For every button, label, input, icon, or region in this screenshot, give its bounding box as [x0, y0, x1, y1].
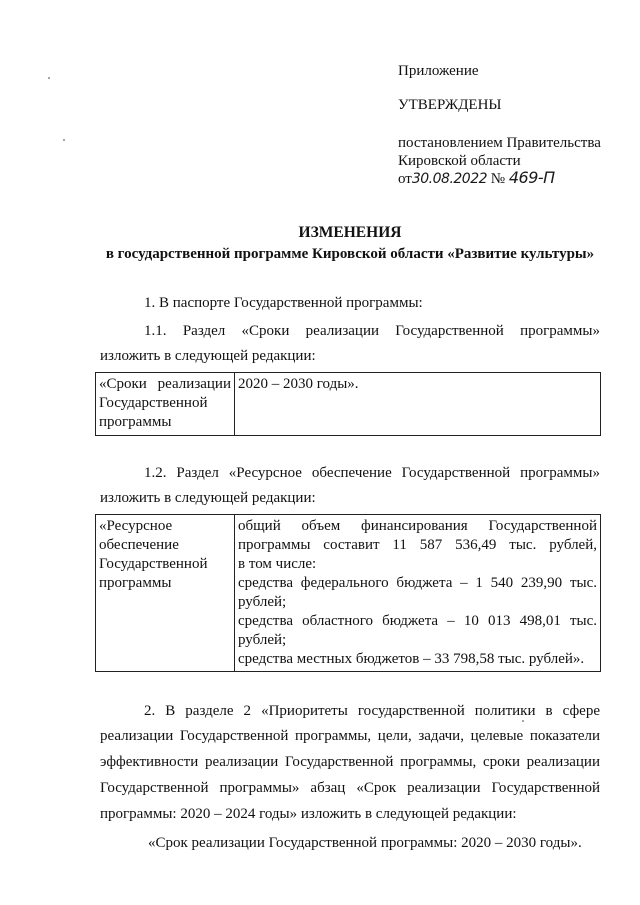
approved-label: УТВЕРЖДЕНЫ	[398, 97, 502, 113]
scan-speck	[522, 720, 524, 722]
decree-line-1: постановлением Правительства	[398, 135, 601, 151]
table-row	[96, 515, 601, 672]
section-1-2-line-1: 1.2. Раздел «Ресурсное обеспечение Государственной программы»	[144, 465, 600, 481]
table-cell-line: Государственной	[99, 556, 208, 572]
table-cell-line: 2020 – 2030 годы».	[238, 376, 359, 392]
table-resources-value-cell	[235, 515, 601, 672]
table-cell-line: в том числе:	[238, 556, 317, 572]
table-cell-line: обеспечение	[99, 537, 179, 553]
table-cell-line: программы	[99, 414, 172, 430]
table-resources-label-cell	[96, 515, 235, 672]
handwritten-number: 469-П	[508, 168, 555, 187]
scan-speck	[63, 139, 65, 141]
table-cell-line: рублей;	[238, 594, 287, 610]
table-cell-line: средства областного бюджета – 10 013 498,01 тыс.	[238, 613, 597, 629]
table-cell-line: «Сроки реализации	[99, 376, 231, 392]
section-2-line-5: программы: 2020 – 2024 годы» изложить в следующей редакции:	[100, 806, 517, 822]
table-resources	[95, 514, 601, 672]
document-subtitle: в государственной программе Кировской области «Развитие культуры»	[105, 246, 595, 262]
section-1-1-line-2: изложить в следующей редакции:	[100, 348, 316, 364]
decree-line-2: Кировской области	[398, 153, 521, 169]
section-2-line-1: 2. В разделе 2 «Приоритеты государственной политики в сфере	[144, 703, 600, 719]
table-cell-line: общий объем финансирования Государственной	[238, 518, 597, 534]
table-terms-label-cell	[96, 373, 235, 436]
table-cell-line: Государственной	[99, 395, 208, 411]
scan-speck	[48, 77, 50, 79]
handwritten-date: 30.08.2022	[411, 171, 488, 187]
table-cell-line: рублей;	[238, 632, 287, 648]
section-2-quote: «Срок реализации Государственной программы: 2020 – 2030 годы».	[148, 835, 582, 851]
section-2-line-3: эффективности реализации Государственной программы, сроки реализации	[100, 754, 600, 770]
table-cell-line: средства местных бюджетов – 33 798,58 тыс. рублей».	[238, 651, 585, 667]
table-cell-line: программы	[99, 575, 172, 591]
date-prefix: от	[398, 171, 412, 187]
section-1-1-line-1: 1.1. Раздел «Сроки реализации Государственной программы»	[144, 323, 600, 339]
section-1-intro: 1. В паспорте Государственной программы:	[144, 295, 423, 311]
table-terms-value-cell	[235, 373, 601, 436]
section-2-line-4: Государственной программы» абзац «Срок реализации Государственной	[100, 780, 600, 796]
section-1-2-line-2: изложить в следующей редакции:	[100, 490, 316, 506]
table-cell-line: программы составит 11 587 536,49 тыс. рублей,	[238, 537, 597, 553]
section-2-line-2: реализации Государственной программы, цели, задачи, целевые показатели	[100, 728, 600, 744]
table-terms	[95, 372, 601, 436]
decree-date-line	[398, 168, 555, 189]
table-cell-line: средства федерального бюджета – 1 540 239,90 тыс.	[238, 575, 597, 591]
document-title: ИЗМЕНЕНИЯ	[298, 224, 402, 241]
appendix-label: Приложение	[398, 63, 479, 79]
table-row	[96, 373, 601, 436]
number-sign: №	[490, 171, 506, 187]
table-cell-line: «Ресурсное	[99, 518, 173, 534]
